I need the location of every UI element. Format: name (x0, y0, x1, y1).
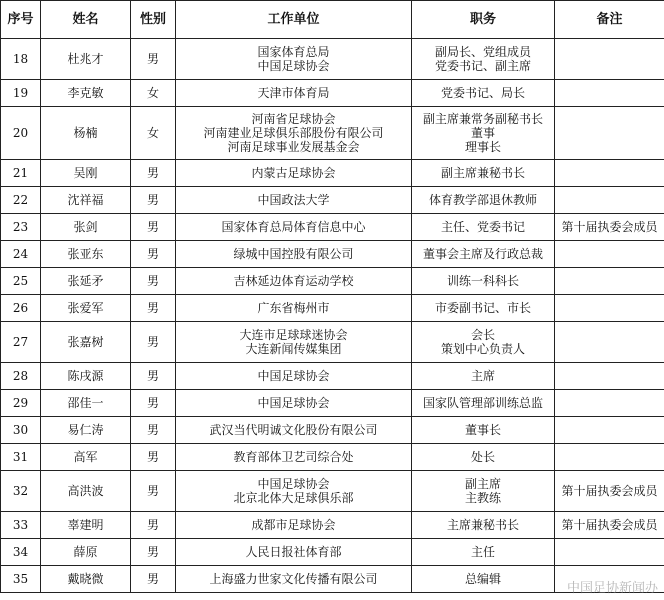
cell-name: 张嘉树 (41, 322, 131, 363)
cell-name: 张剑 (41, 214, 131, 241)
cell-unit (176, 363, 412, 390)
cell-duty-line: 市委副书记、市长 (434, 301, 531, 315)
header-row (1, 1, 664, 39)
cell-duty-line: 会长 (470, 328, 495, 342)
cell-gender: 男 (131, 160, 176, 187)
table-row (1, 566, 664, 593)
cell-no: 27 (1, 322, 41, 363)
cell-gender: 男 (131, 187, 176, 214)
cell-duty (412, 539, 555, 566)
cell-unit (176, 322, 412, 363)
cell-duty-line: 党委书记、副主席 (434, 59, 531, 73)
cell-duty (412, 187, 555, 214)
cell-no: 33 (1, 512, 41, 539)
cell-no: 28 (1, 363, 41, 390)
cell-duty-line: 理事长 (464, 140, 501, 154)
cell-unit (176, 160, 412, 187)
cell-gender: 女 (131, 107, 176, 160)
table-row (1, 471, 664, 512)
cell-unit-line: 广东省梅州市 (257, 301, 330, 315)
cell-no: 18 (1, 39, 41, 80)
cell-name: 陈戌源 (41, 363, 131, 390)
cell-gender: 男 (131, 417, 176, 444)
cell-gender: 男 (131, 471, 176, 512)
cell-duty (412, 295, 555, 322)
cell-remark: 第十届执委会成员 (555, 214, 664, 241)
cell-gender: 男 (131, 444, 176, 471)
cell-unit (176, 566, 412, 593)
cell-remark (555, 539, 664, 566)
cell-no: 25 (1, 268, 41, 295)
cell-duty-line: 董事 (470, 126, 495, 140)
cell-name: 薛原 (41, 539, 131, 566)
cell-duty (412, 241, 555, 268)
cell-gender: 男 (131, 268, 176, 295)
table-row (1, 39, 664, 80)
cell-unit-line: 北京北体大足球俱乐部 (233, 491, 354, 505)
table-row (1, 363, 664, 390)
cell-duty-line: 主任 (470, 545, 495, 559)
cell-name: 李克敏 (41, 80, 131, 107)
cell-unit (176, 80, 412, 107)
header-duty: 职务 (412, 1, 555, 39)
cell-duty-line: 主席 (470, 369, 495, 383)
cell-duty-line: 副局长、党组成员 (434, 45, 531, 59)
cell-unit (176, 214, 412, 241)
cell-name: 沈祥福 (41, 187, 131, 214)
cell-remark (555, 390, 664, 417)
cell-duty-line: 训练一科科长 (446, 274, 519, 288)
cell-no: 34 (1, 539, 41, 566)
cell-unit-line: 成都市足球协会 (251, 518, 336, 532)
table-row (1, 512, 664, 539)
header-no: 序号 (1, 1, 41, 39)
table-row (1, 241, 664, 268)
cell-duty-line: 副主席 (464, 477, 501, 491)
cell-remark (555, 417, 664, 444)
cell-gender: 男 (131, 539, 176, 566)
cell-unit (176, 107, 412, 160)
cell-duty-line: 主席兼秘书长 (446, 518, 519, 532)
cell-duty (412, 80, 555, 107)
cell-name: 辜建明 (41, 512, 131, 539)
cell-gender: 男 (131, 214, 176, 241)
cell-unit-line: 吉林延边体育运动学校 (233, 274, 354, 288)
cell-no: 29 (1, 390, 41, 417)
header-unit: 工作单位 (176, 1, 412, 39)
cell-no: 30 (1, 417, 41, 444)
cell-remark (555, 295, 664, 322)
cell-unit (176, 295, 412, 322)
cell-duty (412, 268, 555, 295)
cell-unit (176, 268, 412, 295)
cell-unit-line: 教育部体卫艺司综合处 (233, 450, 354, 464)
table-row (1, 107, 664, 160)
cell-duty (412, 390, 555, 417)
cell-no: 24 (1, 241, 41, 268)
cell-remark (555, 187, 664, 214)
cell-duty-line: 副主席兼常务副秘书长 (422, 112, 543, 126)
cell-unit-line: 大连新闻传媒集团 (245, 342, 342, 356)
cell-remark (555, 241, 664, 268)
header-remark: 备注 (555, 1, 664, 39)
cell-no: 26 (1, 295, 41, 322)
cell-no: 20 (1, 107, 41, 160)
cell-remark: 第十届执委会成员 (555, 512, 664, 539)
table-row (1, 539, 664, 566)
cell-duty (412, 444, 555, 471)
table-row (1, 214, 664, 241)
cell-gender: 男 (131, 566, 176, 593)
header-name: 姓名 (41, 1, 131, 39)
cell-unit-line: 河南建业足球俱乐部股份有限公司 (203, 126, 384, 140)
cell-duty (412, 566, 555, 593)
cell-gender: 男 (131, 241, 176, 268)
cell-unit (176, 444, 412, 471)
cell-duty (412, 417, 555, 444)
cell-unit (176, 39, 412, 80)
cell-unit-line: 国家体育总局 (257, 45, 330, 59)
cell-duty-line: 国家队管理部训练总监 (422, 396, 543, 410)
cell-duty (412, 512, 555, 539)
cell-unit-line: 绿城中国控股有限公司 (233, 247, 354, 261)
cell-name: 易仁涛 (41, 417, 131, 444)
cell-duty (412, 107, 555, 160)
cell-unit (176, 241, 412, 268)
cell-no: 23 (1, 214, 41, 241)
cell-unit (176, 390, 412, 417)
cell-name: 张爱军 (41, 295, 131, 322)
cell-gender: 男 (131, 363, 176, 390)
cell-remark (555, 80, 664, 107)
cell-unit (176, 471, 412, 512)
cell-remark (555, 160, 664, 187)
cell-no: 21 (1, 160, 41, 187)
cell-duty-line: 董事会主席及行政总裁 (422, 247, 543, 261)
cell-duty (412, 214, 555, 241)
cell-no: 31 (1, 444, 41, 471)
cell-remark: 第十届执委会成员 (555, 471, 664, 512)
cell-duty-line: 党委书记、局长 (440, 86, 525, 100)
cell-remark (555, 444, 664, 471)
watermark: 中国足协新闻办 (566, 581, 658, 596)
cell-unit-line: 河南足球事业发展基金会 (227, 140, 360, 154)
cell-name: 杜兆才 (41, 39, 131, 80)
cell-unit-line: 大连市足球球迷协会 (239, 328, 348, 342)
table-row (1, 80, 664, 107)
cell-unit-line: 河南省足球协会 (251, 112, 336, 126)
cell-unit (176, 512, 412, 539)
cell-duty (412, 471, 555, 512)
cell-remark (555, 363, 664, 390)
cell-gender: 男 (131, 512, 176, 539)
cell-remark (555, 107, 664, 160)
table-row (1, 390, 664, 417)
table-row (1, 187, 664, 214)
cell-gender: 男 (131, 390, 176, 417)
cell-duty-line: 总编辑 (464, 572, 501, 586)
cell-unit-line: 天津市体育局 (257, 86, 330, 100)
cell-duty-line: 处长 (470, 450, 495, 464)
cell-name: 邵佳一 (41, 390, 131, 417)
cell-unit-line: 中国足球协会 (257, 396, 330, 410)
cell-unit-line: 中国足球协会 (257, 477, 330, 491)
table-row (1, 268, 664, 295)
cell-name: 张延矛 (41, 268, 131, 295)
cell-gender: 男 (131, 295, 176, 322)
cell-no: 35 (1, 566, 41, 593)
cell-duty (412, 322, 555, 363)
cell-unit-line: 中国政法大学 (257, 193, 330, 207)
cell-name: 高洪波 (41, 471, 131, 512)
table-row (1, 295, 664, 322)
cell-unit (176, 187, 412, 214)
cell-name: 杨楠 (41, 107, 131, 160)
cell-duty-line: 策划中心负责人 (440, 342, 525, 356)
cell-gender: 男 (131, 39, 176, 80)
cell-no: 32 (1, 471, 41, 512)
cell-unit-line: 人民日报社体育部 (245, 545, 342, 559)
cell-name: 戴晓微 (41, 566, 131, 593)
cell-remark (555, 268, 664, 295)
cell-duty (412, 363, 555, 390)
cell-no: 22 (1, 187, 41, 214)
table-row (1, 322, 664, 363)
cell-duty (412, 39, 555, 80)
table-row (1, 417, 664, 444)
cell-unit (176, 539, 412, 566)
cell-duty-line: 体育教学部退休教师 (428, 193, 537, 207)
table-body (1, 39, 664, 593)
cell-unit-line: 内蒙古足球协会 (251, 166, 336, 180)
table-row (1, 160, 664, 187)
cell-gender: 男 (131, 322, 176, 363)
cell-remark (555, 322, 664, 363)
cell-duty-line: 副主席兼秘书长 (440, 166, 525, 180)
cell-no: 19 (1, 80, 41, 107)
cell-duty (412, 160, 555, 187)
cell-gender: 女 (131, 80, 176, 107)
cell-name: 吴刚 (41, 160, 131, 187)
cell-duty-line: 主任、党委书记 (440, 220, 525, 234)
cell-name: 高军 (41, 444, 131, 471)
cell-unit-line: 上海盛力世家文化传播有限公司 (209, 572, 378, 586)
cell-unit-line: 国家体育总局体育信息中心 (221, 220, 366, 234)
table-row (1, 444, 664, 471)
cell-unit-line: 武汉当代明诚文化股份有限公司 (209, 423, 378, 437)
cell-name: 张亚东 (41, 241, 131, 268)
cell-duty-line: 主教练 (464, 491, 501, 505)
cell-duty-line: 董事长 (464, 423, 501, 437)
cell-unit-line: 中国足球协会 (257, 369, 330, 383)
cell-unit (176, 417, 412, 444)
header-gender: 性别 (131, 1, 176, 39)
cell-remark (555, 39, 664, 80)
cell-unit-line: 中国足球协会 (257, 59, 330, 73)
